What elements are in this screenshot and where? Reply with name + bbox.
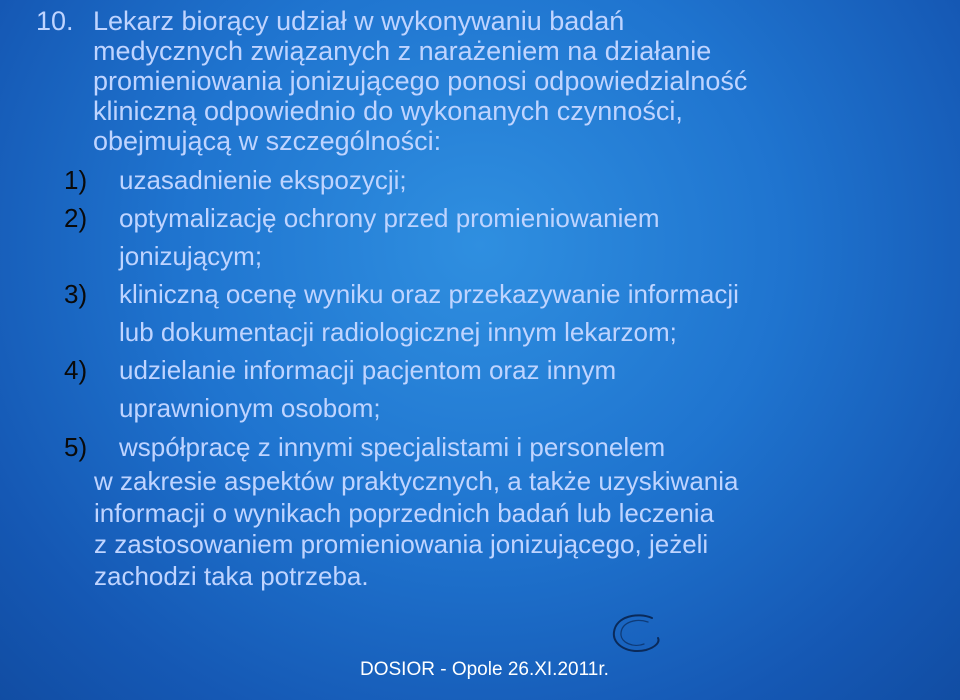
list-marker: 3) (64, 279, 88, 309)
list-item-text: kliniczną ocenę wyniku oraz przekazywanie informacji (119, 279, 739, 309)
list-item (64, 275, 944, 351)
intro-text: Lekarz biorący udział w wykonywaniu badań (93, 6, 625, 36)
continuation-line: zachodzi taka potrzeba. (94, 560, 369, 591)
footer-text: DOSIOR - Opole 26.XI.2011r. (360, 659, 609, 680)
list-marker: 4) (64, 355, 88, 385)
swirl-decoration-icon (608, 612, 664, 658)
continuation-line: informacji o wynikach poprzednich badań lub leczenia (94, 497, 715, 528)
intro-line: obejmującą w szczególności: (93, 126, 442, 156)
intro-line: kliniczną odpowiednio do wykonanych czynności, (93, 96, 683, 126)
item-continuation (94, 466, 739, 592)
intro-line: medycznych związanych z narażeniem na działanie (93, 36, 712, 66)
intro-line (36, 6, 936, 36)
list-marker: 5) (64, 432, 88, 462)
list-item (64, 199, 944, 275)
list-item-text: współpracę z innymi specjalistami i personelem (119, 432, 666, 462)
list-marker: 2) (64, 203, 88, 233)
list-item (64, 351, 944, 427)
list-item (64, 428, 944, 466)
list-item-text: uprawnionym osobom; (119, 393, 381, 423)
continuation-line: w zakresie aspektów praktycznych, a także uzyskiwania (94, 466, 739, 496)
list-item-text: udzielanie informacji pacjentom oraz innym (119, 355, 617, 385)
continuation-line: z zastosowaniem promieniowania jonizującego, jeżeli (94, 529, 709, 559)
list-item-text: jonizującym; (119, 241, 263, 271)
list-item-text: lub dokumentacji radiologicznej innym lekarzom; (119, 317, 677, 347)
list-marker: 1) (64, 165, 88, 195)
list-item-text: uzasadnienie ekspozycji; (119, 165, 407, 195)
intro-line: promieniowania jonizującego ponosi odpowiedzialność (93, 66, 748, 96)
list-item (64, 161, 944, 199)
intro-number: 10. (36, 6, 74, 36)
intro-paragraph (36, 6, 936, 156)
list-item-text: optymalizację ochrony przed promieniowaniem (119, 203, 660, 233)
